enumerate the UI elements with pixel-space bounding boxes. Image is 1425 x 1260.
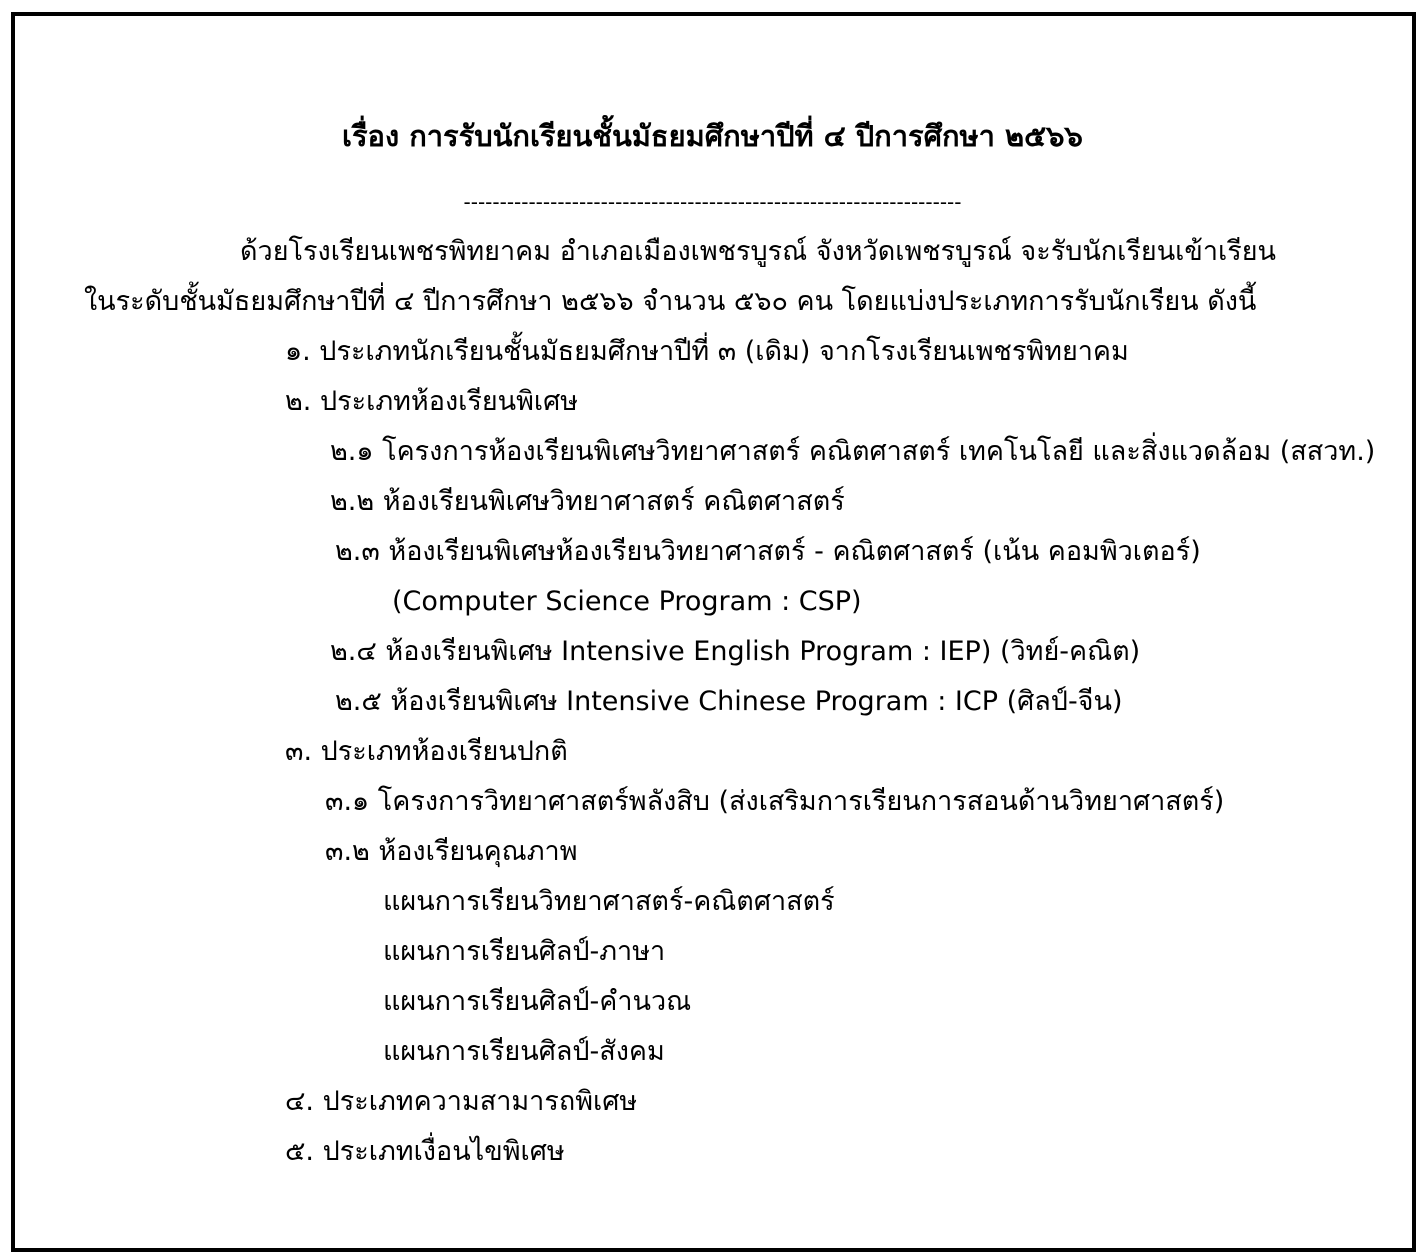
list-item: แผนการเรียนศิลป์-คำนวณ bbox=[383, 986, 692, 1017]
list-item: ๒. ประเภทห้องเรียนพิเศษ bbox=[285, 386, 579, 417]
list-item: ๒.๒ ห้องเรียนพิเศษวิทยาศาสตร์ คณิตศาสตร์ bbox=[330, 486, 845, 517]
list-item: ๓.๒ ห้องเรียนคุณภาพ bbox=[325, 836, 578, 867]
list-item: ๓.๑ โครงการวิทยาศาสตร์พลังสิบ (ส่งเสริมการเรียนการสอนด้านวิทยาศาสตร์) bbox=[325, 786, 1225, 817]
list-item: ๒.๓ ห้องเรียนพิเศษห้องเรียนวิทยาศาสตร์ - คณิตศาสตร์ (เน้น คอมพิวเตอร์) bbox=[335, 536, 1201, 567]
list-item: แผนการเรียนศิลป์-สังคม bbox=[383, 1036, 665, 1067]
list-item: แผนการเรียนวิทยาศาสตร์-คณิตศาสตร์ bbox=[383, 886, 835, 917]
list-item: ๔. ประเภทความสามารถพิเศษ bbox=[285, 1086, 638, 1117]
list-item: (Computer Science Program : CSP) bbox=[392, 586, 862, 617]
list-item: แผนการเรียนศิลป์-ภาษา bbox=[383, 936, 666, 967]
list-item: ๓. ประเภทห้องเรียนปกติ bbox=[285, 736, 568, 767]
list-item: ๒.๔ ห้องเรียนพิเศษ Intensive English Program : IEP) (วิทย์-คณิต) bbox=[330, 636, 1141, 667]
list-item: ๑. ประเภทนักเรียนชั้นมัธยมศึกษาปีที่ ๓ (เดิม) จากโรงเรียนเพชรพิทยาคม bbox=[285, 336, 1129, 367]
list-item: ๒.๕ ห้องเรียนพิเศษ Intensive Chinese Program : ICP (ศิลป์-จีน) bbox=[335, 686, 1123, 717]
list-item: ๕. ประเภทเงื่อนไขพิเศษ bbox=[285, 1136, 565, 1167]
intro-paragraph-line-2: ในระดับชั้นมัธยมศึกษาปีที่ ๔ ปีการศึกษา ๒๕๖๖ จำนวน ๕๖๐ คน โดยแบ่งประเภทการรับนักเรียน ดังนี้ bbox=[84, 286, 1257, 317]
title-separator: --------------------------------------------------------------------- bbox=[463, 190, 962, 214]
intro-paragraph-line-1: ด้วยโรงเรียนเพชรพิทยาคม อำเภอเมืองเพชรบูรณ์ จังหวัดเพชรบูรณ์ จะรับนักเรียนเข้าเรียน bbox=[240, 236, 1277, 267]
document-title: เรื่อง การรับนักเรียนชั้นมัธยมศึกษาปีที่ ๔ ปีการศึกษา ๒๕๖๖ bbox=[342, 119, 1083, 153]
list-item: ๒.๑ โครงการห้องเรียนพิเศษวิทยาศาสตร์ คณิตศาสตร์ เทคโนโลยี และสิ่งแวดล้อม (สสวท.) bbox=[330, 436, 1376, 467]
